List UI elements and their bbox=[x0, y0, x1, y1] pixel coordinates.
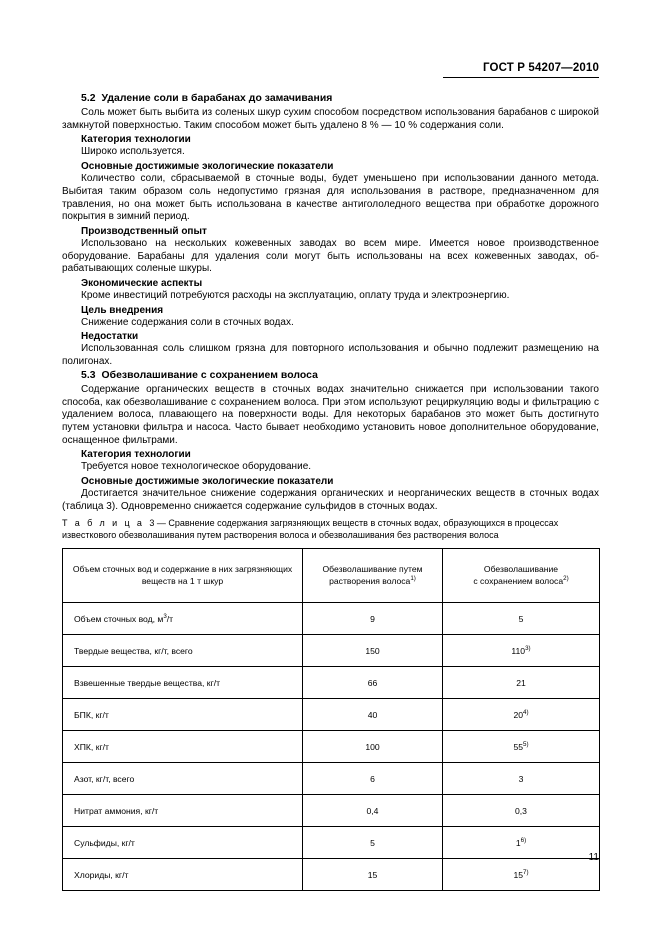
cell-value: 21 bbox=[516, 677, 526, 688]
row-label-text: Твердые вещества, кг/т, всего bbox=[74, 645, 193, 656]
cell-dissolution bbox=[303, 603, 443, 635]
cell-dissolution bbox=[303, 763, 443, 795]
table-header-row bbox=[63, 549, 600, 603]
cell-value: 5 bbox=[370, 837, 375, 848]
cell-value: 55 bbox=[513, 741, 524, 752]
table-header bbox=[63, 549, 600, 603]
footnote-marker: 4) bbox=[523, 709, 529, 717]
cell-value: 1 bbox=[515, 837, 521, 848]
cell-dissolution bbox=[303, 795, 443, 827]
table-row bbox=[63, 763, 600, 795]
section-title-text: Удаление соли в барабанах до замачивания bbox=[101, 93, 333, 104]
header-line-2: растворения волоса bbox=[329, 575, 411, 586]
subsection-text-kategoriya-tehnologii-5-3: Требуется новое технологическое оборудование. bbox=[81, 461, 312, 473]
table-row bbox=[63, 699, 600, 731]
row-label bbox=[63, 731, 303, 763]
cell-value: 20 bbox=[513, 709, 524, 720]
section-number: 5.3 bbox=[81, 369, 96, 381]
subheading-proizvodstvennyj-opyt-5-2: Производственный опыт bbox=[81, 225, 207, 237]
cell-value: 110 bbox=[511, 645, 526, 656]
subsection-text-kategoriya-tehnologii-5-2: Широко используется. bbox=[81, 146, 185, 158]
subsection-text-proizvodstvennyj-opyt-5-2: Использовано на нескольких кожевенных заводах во всем мире. Имеется новое производственное оборудование. Барабаны для удаления соли могут быть использованы на всех кожевенных заводах, обрабатывающих соленые шкуры. bbox=[62, 237, 599, 275]
row-label bbox=[63, 699, 303, 731]
subheading-ekologicheskie-pokazateli-5-3: Основные достижимые экологические показатели bbox=[81, 476, 334, 488]
cell-preservation bbox=[443, 635, 600, 667]
table-column-header-dissolution bbox=[303, 549, 443, 603]
subheading-ekologicheskie-pokazateli-5-2: Основные достижимые экологические показатели bbox=[81, 161, 334, 173]
row-label-text: Хлориды, кг/т bbox=[74, 869, 129, 880]
cell-preservation bbox=[443, 731, 600, 763]
page-number: 11 bbox=[588, 852, 599, 863]
cell-value: 15 bbox=[367, 869, 378, 880]
cell-value: 3 bbox=[518, 773, 524, 784]
subsection-text-ekonomicheskie-aspekty-5-2: Кроме инвестиций потребуются расходы на эксплуатацию, оплату труда и электроэнергию. bbox=[81, 290, 510, 302]
footnote-marker: 7) bbox=[523, 869, 529, 877]
row-label bbox=[63, 667, 303, 699]
table-row bbox=[63, 795, 600, 827]
cell-value: 15 bbox=[513, 869, 524, 880]
table-column-header-parameters bbox=[63, 549, 303, 603]
cell-dissolution bbox=[303, 699, 443, 731]
row-label-text: Нитрат аммония, кг/т bbox=[74, 805, 159, 816]
cell-dissolution bbox=[303, 731, 443, 763]
row-label bbox=[63, 603, 303, 635]
subheading-kategoriya-tehnologii-5-2: Категория технологии bbox=[81, 134, 191, 146]
cell-preservation bbox=[443, 795, 600, 827]
cell-preservation bbox=[443, 603, 600, 635]
cell-value: 5 bbox=[518, 613, 524, 624]
header-line-1: Объем сточных вод и содержание в них загрязняющих bbox=[72, 564, 293, 575]
cell-preservation bbox=[443, 667, 600, 699]
cell-dissolution bbox=[303, 859, 443, 891]
cell-dissolution bbox=[303, 827, 443, 859]
cell-preservation bbox=[443, 699, 600, 731]
table-body bbox=[63, 603, 600, 891]
cell-dissolution bbox=[303, 667, 443, 699]
cell-preservation bbox=[443, 827, 600, 859]
cell-value: 0,4 bbox=[366, 805, 379, 816]
section-5-2-intro: Соль может быть выбита из соленых шкур сухим способом посредством использования барабанов с широкой замкнутой поверхностью. Таким способом может быть удалено 8 % — 10 % содержания соли. bbox=[62, 107, 599, 131]
footnote-marker: 1) bbox=[410, 575, 416, 583]
header-line-1: Обезволашивание bbox=[483, 564, 559, 575]
row-label bbox=[63, 635, 303, 667]
footnote-marker: 3) bbox=[525, 645, 531, 653]
table-row bbox=[63, 603, 600, 635]
row-label-text: Объем сточных вод, м bbox=[74, 613, 164, 624]
header-line-1: Обезволашивание путем bbox=[322, 564, 423, 575]
table-3-caption bbox=[62, 517, 599, 541]
subsection-text-ekologicheskie-pokazateli-5-2: Количество соли, сбрасываемой в сточные воды, будет уменьшено при использовании данного метода. Выбитая таким образом соль недопустимо грязная для использования в растворе, предназначенном для травления, но она может быть использована в качестве антигололедного вещества при обработке дорожного покрытия в зимний период. bbox=[62, 173, 599, 223]
row-label-text: ХПК, кг/т bbox=[74, 741, 109, 752]
header-line-2: с сохранением волоса bbox=[473, 575, 564, 586]
subsection-text-ekologicheskie-pokazateli-5-3: Достигается значительное снижение содержания органических и неорганических веществ в сточных водах (таблица 3). Одновременно снижается содержание сульфидов в сточных водах. bbox=[62, 488, 599, 512]
header-line-2: веществ на 1 т шкур bbox=[141, 575, 224, 586]
cell-value: 100 bbox=[365, 741, 380, 752]
table-column-header-preservation bbox=[443, 549, 600, 603]
running-head-standard-number: ГОСТ Р 54207—2010 bbox=[443, 62, 599, 78]
row-label bbox=[63, 795, 303, 827]
section-number: 5.2 bbox=[81, 93, 96, 104]
subsection-text-nedostatki-5-2: Использованная соль слишком грязна для повторного использования и обычно подлежит размещению на полигонах. bbox=[62, 343, 599, 368]
table-row bbox=[63, 731, 600, 763]
document-body bbox=[62, 92, 599, 891]
table-row bbox=[63, 635, 600, 667]
subheading-kategoriya-tehnologii-5-3: Категория технологии bbox=[81, 449, 191, 461]
cell-dissolution bbox=[303, 635, 443, 667]
row-label-text: БПК, кг/т bbox=[74, 709, 109, 720]
table-row bbox=[63, 667, 600, 699]
footnote-marker: 6) bbox=[520, 837, 527, 845]
section-heading-5-3 bbox=[62, 369, 599, 382]
row-label-superscript: 3 bbox=[163, 613, 167, 621]
row-label-text: Взвешенные твердые вещества, кг/т bbox=[74, 677, 221, 688]
section-title-text: Обезволашивание с сохранением волоса bbox=[101, 369, 318, 381]
row-label bbox=[63, 859, 303, 891]
table-3-comparison bbox=[62, 548, 600, 891]
cell-value: 0,3 bbox=[515, 805, 527, 816]
subheading-nedostatki-5-2: Недостатки bbox=[81, 331, 139, 343]
row-label-text: Азот, кг/т, всего bbox=[74, 773, 135, 784]
row-label-text: Сульфиды, кг/т bbox=[74, 837, 135, 848]
table-caption-text: — Сравнение содержания загрязняющих веществ в сточных водах, образующихся в процессах известкового обезволашивания путем растворения волоса и обезволашивания без растворения волоса bbox=[62, 518, 559, 541]
cell-value: 66 bbox=[367, 677, 378, 688]
row-label bbox=[63, 827, 303, 859]
table-row bbox=[63, 859, 600, 891]
table-caption-number: 3 bbox=[149, 518, 155, 529]
cell-value: 40 bbox=[367, 709, 378, 720]
section-heading-5-2 bbox=[62, 92, 599, 105]
cell-preservation bbox=[443, 763, 600, 795]
subsection-text-cel-vnedreniya-5-2: Снижение содержания соли в сточных водах. bbox=[81, 316, 294, 328]
cell-value: 9 bbox=[370, 613, 375, 624]
subheading-ekonomicheskie-aspekty-5-2: Экономические аспекты bbox=[81, 278, 203, 290]
table-row bbox=[63, 827, 600, 859]
section-5-3-intro: Содержание органических веществ в сточных водах значительно снижается при использовании такого способа, как обезволашивание с сохранением волоса. При этом используют рециркуляцию воды и фильтрацию с удалением волоса, плавающего на поверхности воды. Для некоторых барабанов это может быть достигнуто путем установки фильтра и насоса. Часто бывает необходимо установить новое дополнительное оборудование, оснащенное фильтрами. bbox=[62, 383, 599, 446]
row-label bbox=[63, 763, 303, 795]
cell-preservation bbox=[443, 859, 600, 891]
footnote-marker: 2) bbox=[563, 575, 569, 583]
footnote-marker: 5) bbox=[523, 741, 529, 749]
cell-value: 150 bbox=[365, 645, 380, 656]
subheading-cel-vnedreniya-5-2: Цель внедрения bbox=[81, 304, 164, 316]
cell-value: 6 bbox=[370, 773, 375, 784]
table-caption-label: Т а б л и ц а bbox=[62, 518, 145, 529]
row-label-suffix: /т bbox=[166, 613, 174, 624]
